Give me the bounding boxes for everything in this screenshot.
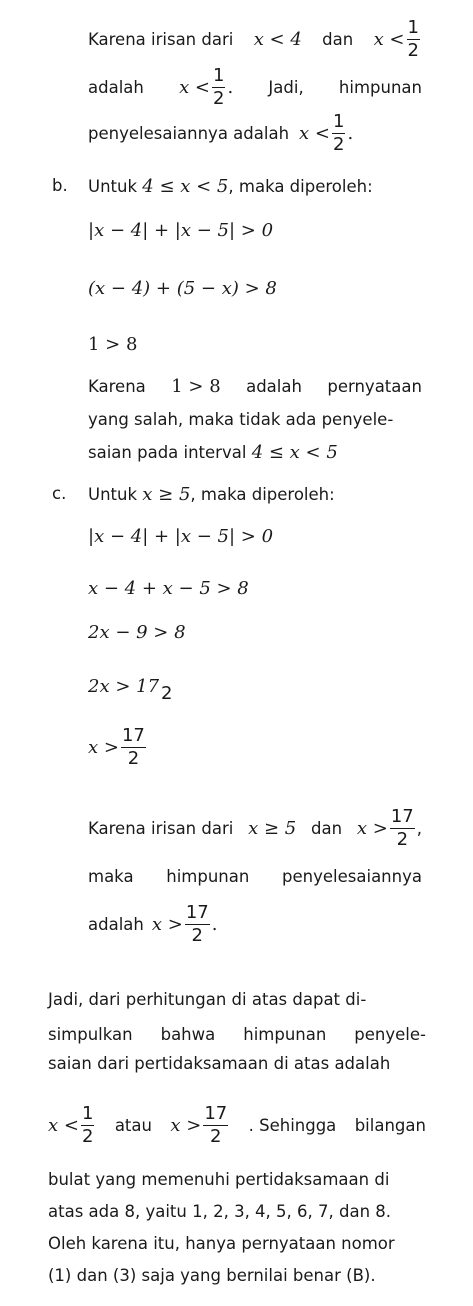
conclusion-line-2: simpulkan bahwa himpunan penyele- [48, 1024, 426, 1044]
part-c-eq-2: x − 4 + x − 5 > 8 [88, 578, 249, 599]
part-c-para-line-1: Karena irisan dari x ≥ 5 dan x > $\frac{17}{2}$ , [88, 805, 422, 850]
part-c-para-math-1: x ≥ 5 [248, 817, 297, 839]
intro-himpunan: himpunan [338, 77, 422, 97]
intro-math-x-lt-half: x < $\frac{1}{2}$ [373, 16, 419, 61]
conclusion-line-4: x < $\frac{1}{2}$ atau x > $\frac{17}{2}$ . Sehingga bilangan [48, 1102, 426, 1147]
part-b-eq-3: 1 > 8 [88, 334, 138, 355]
fraction-one-half: $\frac{1}{2}$ [407, 16, 419, 61]
conclusion-line-8: (1) dan (3) saja yang bernilai benar (B). [48, 1266, 376, 1285]
part-b-eq-1: |x − 4| + |x − 5| > 0 [88, 220, 274, 241]
part-b-para-interval: 4 ≤ x < 5 [251, 442, 338, 463]
conclusion-line-3: saian dari pertidaksamaan di atas adalah [48, 1054, 391, 1073]
part-c-heading: Untuk x ≥ 5, maka diperoleh: [88, 484, 335, 505]
fraction-one-half: $\frac{1}{2}$ [81, 1102, 94, 1147]
part-b-eq-2: (x − 4) + (5 − x) > 8 [88, 278, 277, 299]
fraction-one-half: $\frac{1}{2}$ [333, 110, 345, 155]
part-b-interval: 4 ≤ x < 5 [142, 176, 229, 197]
fraction-one-half: $\frac{1}{2}$ [213, 64, 225, 109]
intro-math-x-lt-half-3: x < $\frac{1}{2}$ . [299, 110, 354, 155]
part-c-eq-3: 2x − 9 > 8 [88, 622, 186, 643]
conclusion-line-5: bulat yang memenuhi pertidaksamaan di [48, 1170, 390, 1189]
fraction-seventeen-halves: $\frac{17}{2}$ [204, 1102, 228, 1147]
part-c-para-math-2: x > $\frac{17}{2}$ , [356, 805, 422, 850]
fraction-seventeen-halves: $\frac{17}{2}$ [185, 901, 209, 946]
part-c-para-line-2: maka himpunan penyelesaiannya [88, 866, 422, 886]
intro-adalah: adalah [88, 77, 144, 97]
part-c-marker: c. [52, 484, 67, 503]
part-b-para-line-1: Karena 1 > 8 adalah pernyataan [88, 375, 422, 397]
part-b-marker: b. [52, 176, 68, 195]
intro-penyelesaian: penyelesaiannya adalah [88, 123, 290, 143]
part-c-eq-5: x > $\frac{17}{2}$ [88, 724, 145, 769]
part-c-eq-4: 2x > 17 2 [88, 676, 173, 704]
conclusion-math-x-lt-half: x < $\frac{1}{2}$ [48, 1102, 94, 1147]
intro-text: Karena irisan dari [88, 29, 234, 49]
intro-math-x-lt-half-2: x < $\frac{1}{2}$ . [179, 64, 234, 109]
conclusion-line-6: atas ada 8, yaitu 1, 2, 3, 4, 5, 6, 7, dan 8. [48, 1202, 392, 1221]
conclusion-line-1: Jadi, dari perhitungan di atas dapat di- [48, 990, 367, 1009]
conclusion-math-x-gt-17-halves: x > $\frac{17}{2}$ [170, 1102, 228, 1147]
fraction-seventeen-halves: $\frac{17}{2}$ [121, 724, 145, 769]
part-b-para-line-3: saian pada interval 4 ≤ x < 5 [88, 442, 338, 463]
intro-line-3 [88, 106, 353, 160]
intro-dan: dan [322, 29, 354, 49]
intro-math-x-lt-4: x < 4 [253, 28, 302, 50]
conclusion-line-7: Oleh karena itu, hanya pernyataan nomor [48, 1234, 395, 1253]
intro-line-1 [88, 12, 422, 66]
fraction-seventeen-halves: $\frac{17}{2}$ [390, 805, 414, 850]
part-b-para-line-2: yang salah, maka tidak ada penyele- [88, 410, 394, 429]
part-c-eq-4-stray-digit: 2 [161, 683, 173, 704]
part-c-eq-1: |x − 4| + |x − 5| > 0 [88, 526, 274, 547]
intro-jadi: Jadi, [268, 77, 304, 97]
part-b-para-math: 1 > 8 [171, 375, 221, 397]
part-c-interval: x ≥ 5 [142, 484, 191, 505]
part-c-para-line-3: adalah x > $\frac{17}{2}$ . [88, 901, 218, 946]
part-b-heading: Untuk 4 ≤ x < 5, maka diperoleh: [88, 176, 373, 197]
